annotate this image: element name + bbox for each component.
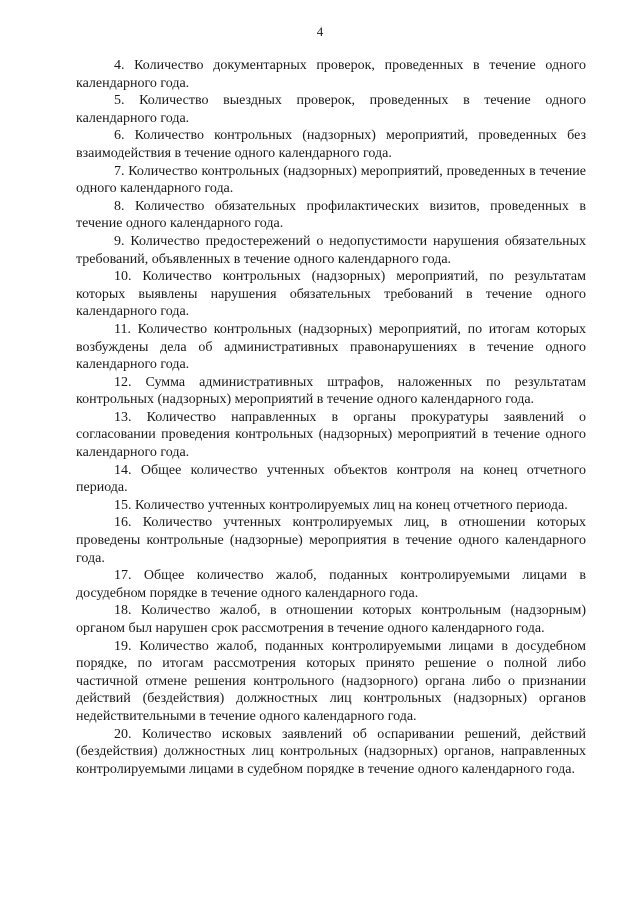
list-item: 19. Количество жалоб, поданных контролируемыми лицами в досудебном порядке, по итогам рассмотрения которых принято решение о полной либо частичной отмене решения контрольного (надзорного) органа либо о признании действий (бездействия) должностных лиц контрольных (надзорных) органов недействительными в течение одного календарного года.: [76, 638, 586, 724]
list-item: 14. Общее количество учтенных объектов контроля на конец отчетного периода.: [76, 462, 586, 496]
list-item: 20. Количество исковых заявлений об оспаривании решений, действий (бездействия) должностных лиц контрольных (надзорных) органов, направленных контролируемыми лицами в судебном порядке в течение одного календарного года.: [76, 726, 586, 777]
list-item: 4. Количество документарных проверок, проведенных в течение одного календарного года.: [76, 58, 586, 91]
list-item: 16. Количество учтенных контролируемых лиц, в отношении которых проведены контрольные (надзорные) мероприятия в течение одного календарного года.: [76, 515, 586, 566]
list-item: 12. Сумма административных штрафов, наложенных по результатам контрольных (надзорных) мероприятий в течение одного календарного года.: [76, 374, 586, 408]
list-item: 6. Количество контрольных (надзорных) мероприятий, проведенных без взаимодействия в течение одного календарного года.: [76, 128, 586, 161]
list-item: 5. Количество выездных проверок, проведенных в течение одного календарного года.: [76, 93, 586, 126]
list-item: 8. Количество обязательных профилактических визитов, проведенных в течение одного календарного года.: [76, 198, 586, 232]
list-item: 18. Количество жалоб, в отношении которых контрольным (надзорным) органом был нарушен срок рассмотрения в течение одного календарного года.: [76, 603, 586, 636]
list-item: 17. Общее количество жалоб, поданных контролируемыми лицами в досудебном порядке в течение одного календарного года.: [76, 568, 586, 601]
indicator-list: [76, 57, 586, 778]
page-number: 4: [316, 24, 324, 39]
list-item: 10. Количество контрольных (надзорных) мероприятий, по результатам которых выявлены нарушения обязательных требований в течение одного календарного года.: [76, 269, 586, 320]
list-item: 13. Количество направленных в органы прокуратуры заявлений о согласовании проведения контрольных (надзорных) мероприятий в течение одного календарного года.: [76, 409, 586, 461]
list-item: 9. Количество предостережений о недопустимости нарушения обязательных требований, объявленных в течение одного календарного года.: [76, 233, 586, 267]
list-item: 7. Количество контрольных (надзорных) мероприятий, проведенных в течение одного календарного года.: [76, 163, 586, 197]
list-item: 15. Количество учтенных контролируемых лиц на конец отчетного периода.: [114, 497, 568, 513]
list-item: 11. Количество контрольных (надзорных) мероприятий, по итогам которых возбуждены дела об административных правонарушениях в течение одного календарного года.: [76, 321, 586, 373]
